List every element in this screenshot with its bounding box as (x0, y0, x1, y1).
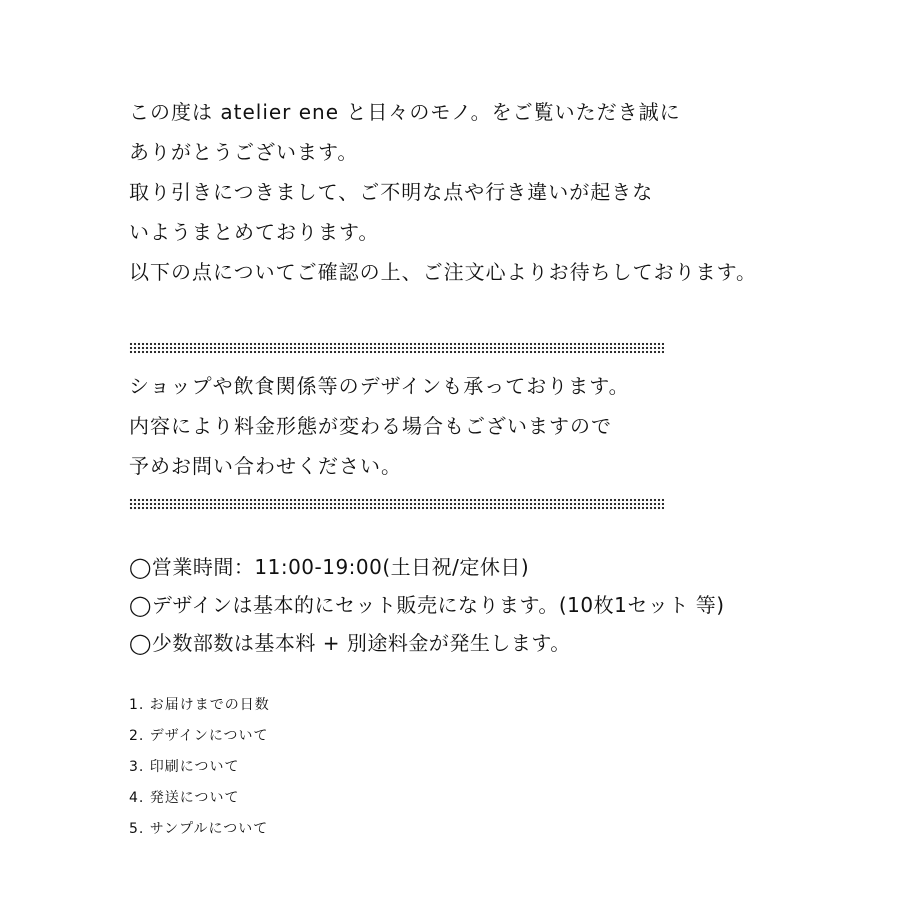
toc-item-printing: 3. 印刷について (129, 759, 240, 775)
document-body (129, 92, 829, 845)
info-bullets (129, 548, 829, 662)
intro-line: 取り引きにつきまして、ご不明な点や行き違いが起きな (129, 180, 654, 204)
intro-paragraph (129, 92, 829, 292)
intro-line: ありがとうございます。 (129, 140, 359, 164)
toc-item-delivery-days: 1. お届けまでの日数 (129, 697, 270, 713)
design-notice (129, 366, 829, 486)
notice-line: 内容により料金形態が変わる場合もございますので (129, 414, 612, 438)
toc-item-design: 2. デザインについて (129, 728, 269, 744)
small-lot-fee-item: ◯少数部数は基本料 + 別途料金が発生します。 (129, 631, 571, 655)
notice-line: ショップや飲食関係等のデザインも承っております。 (129, 374, 630, 398)
dotted-divider-top (129, 342, 664, 354)
intro-line: 以下の点についてご確認の上、ご注文心よりお待ちしております。 (129, 260, 757, 284)
notice-line: 予めお問い合わせください。 (129, 454, 402, 478)
intro-line: この度は atelier ene と日々のモノ。をご覧いただき誠に (129, 100, 681, 124)
toc-item-samples: 5. サンプルについて (129, 821, 269, 837)
toc-item-shipping: 4. 発送について (129, 790, 240, 806)
intro-line: いようまとめております。 (129, 220, 380, 244)
dotted-divider-bottom (129, 498, 664, 510)
set-sale-item: ◯デザインは基本的にセット販売になります。(10枚1セット 等) (129, 593, 725, 617)
table-of-contents (129, 690, 829, 845)
business-hours-item: ◯営業時間：11:00-19:00(土日祝/定休日) (129, 555, 530, 579)
